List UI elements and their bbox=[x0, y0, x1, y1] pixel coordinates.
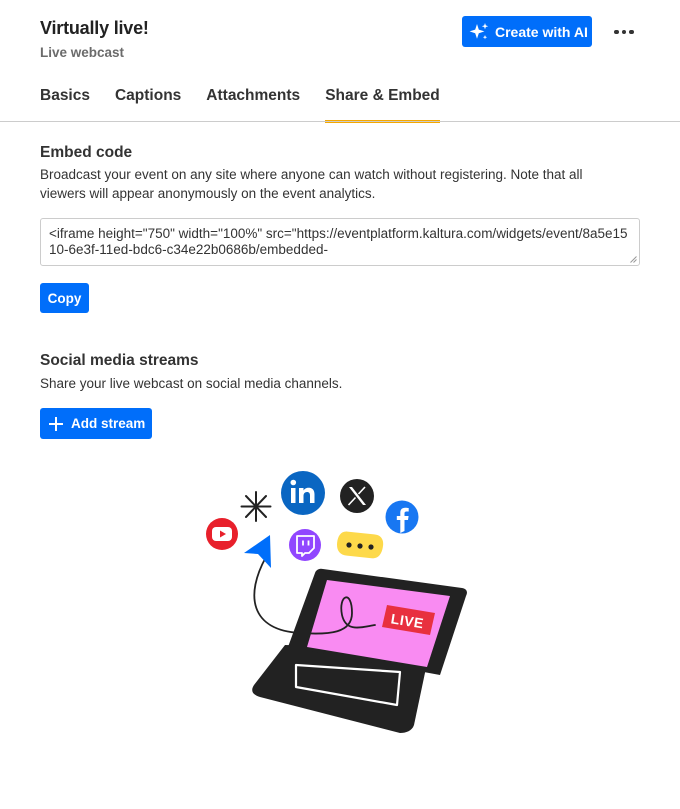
social-media-description: Share your live webcast on social media channels. bbox=[40, 376, 343, 391]
page-title: Virtually live! bbox=[40, 18, 149, 38]
social-media-heading: Social media streams bbox=[40, 352, 199, 369]
resize-grip-icon[interactable] bbox=[630, 256, 637, 263]
linkedin-icon bbox=[281, 471, 325, 515]
more-dot bbox=[622, 30, 627, 35]
create-with-ai-label: Create with AI bbox=[495, 23, 588, 40]
live-badge-text: LIVE bbox=[389, 610, 426, 632]
facebook-icon bbox=[386, 501, 419, 534]
asterisk-icon bbox=[242, 492, 271, 521]
youtube-icon bbox=[206, 518, 238, 550]
laptop-icon bbox=[252, 569, 467, 733]
embed-code-description: Broadcast your event on any site where anyone can watch without registering. Note that all viewers will appear anonymously on the event analytics. bbox=[40, 167, 583, 201]
tab-basics[interactable]: Basics bbox=[40, 87, 90, 104]
sparkle-icon bbox=[468, 22, 490, 42]
page-subtitle: Live webcast bbox=[40, 45, 125, 60]
create-with-ai-button[interactable] bbox=[462, 16, 592, 47]
chat-bubble-icon bbox=[336, 531, 384, 560]
tab-captions[interactable]: Captions bbox=[114, 87, 182, 104]
more-dots-icon bbox=[614, 30, 619, 35]
embed-code-textarea[interactable] bbox=[40, 218, 640, 266]
paper-plane-icon bbox=[244, 535, 271, 568]
embed-code-text: <iframe height="750" width="100%" src="https://eventplatform.kaltura.com/widgets/event/8a5e1510-6e3f-11ed-bdc6-c34e22b0686b/embedded- bbox=[49, 226, 628, 257]
embed-code-heading: Embed code bbox=[40, 144, 133, 161]
plus-icon bbox=[49, 417, 63, 431]
tab-attachments[interactable]: Attachments bbox=[206, 87, 301, 104]
tab-bar bbox=[40, 86, 465, 117]
tabs-divider bbox=[0, 121, 680, 122]
add-stream-button[interactable] bbox=[40, 408, 152, 439]
twitch-icon bbox=[289, 529, 321, 561]
more-dot bbox=[629, 30, 634, 35]
tab-share-embed[interactable]: Share & Embed bbox=[325, 86, 440, 117]
copy-button[interactable]: Copy bbox=[40, 283, 89, 313]
more-options-button[interactable] bbox=[610, 20, 638, 44]
x-twitter-icon bbox=[340, 479, 374, 513]
add-stream-label: Add stream bbox=[71, 416, 146, 431]
page-header bbox=[40, 17, 149, 61]
social-streaming-illustration bbox=[200, 465, 480, 740]
